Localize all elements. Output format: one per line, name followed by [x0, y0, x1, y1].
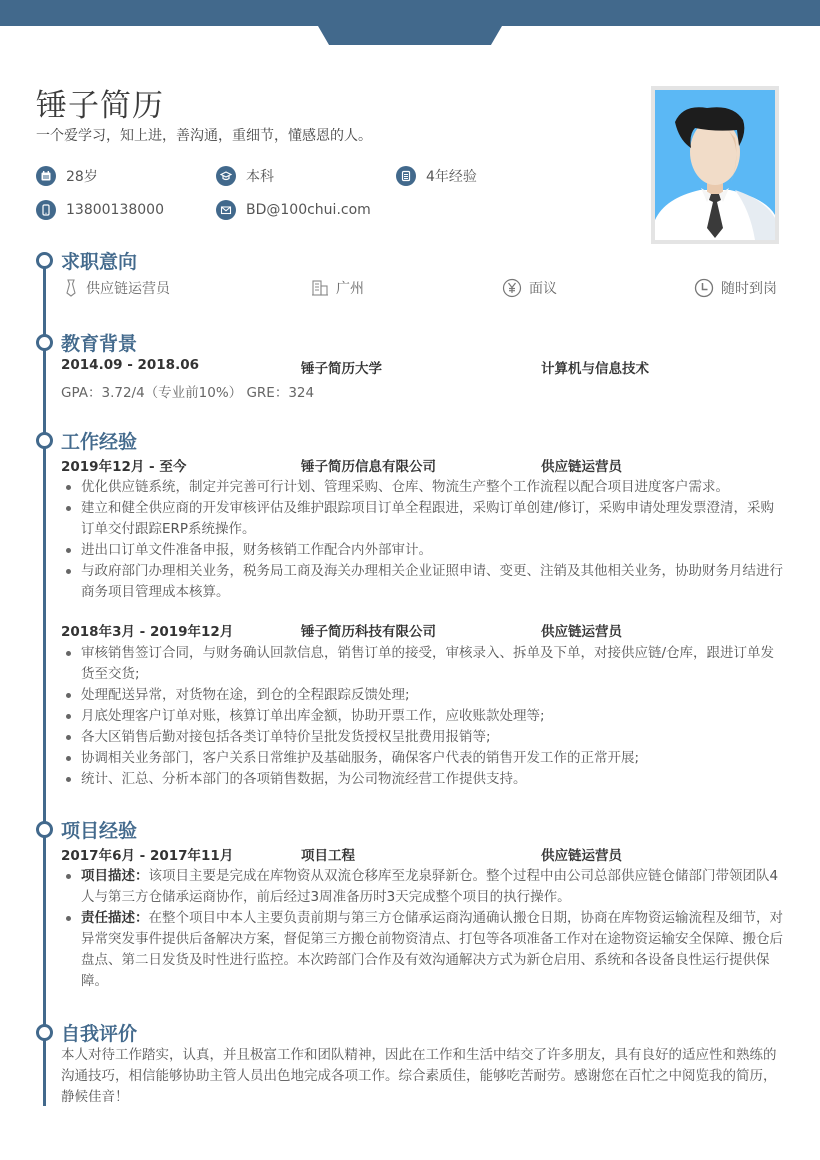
resume-name: 锤子简历 [36, 88, 164, 124]
intent-availability [694, 278, 777, 298]
project-name: 项目工程 [301, 848, 355, 864]
profile-photo [651, 86, 779, 244]
list-item: 各大区销售后勤对接包括各类订单特价呈批发货授权呈批费用报销等; [61, 727, 786, 748]
section-self-eval-header [36, 1019, 137, 1046]
intent-position [63, 278, 170, 298]
job-duties [61, 477, 786, 603]
list-item: 与政府部门办理相关业务，税务局工商及海关办理相关企业证照申请、变更、注销及其他相关业务，协助财务月结进行商务项目管理成本核算。 [61, 561, 786, 603]
education-detail: GPA：3.72/4（专业前10%） GRE：324 [61, 385, 315, 401]
job-duties [61, 643, 786, 790]
yen-icon [502, 278, 522, 298]
header-bar [0, 0, 820, 26]
info-age-value: 28岁 [66, 169, 98, 185]
education-school: 锤子简历大学 [301, 361, 382, 377]
list-item [61, 908, 786, 992]
timeline-node-icon [36, 252, 53, 269]
responsibility-text: 在整个项目中本人主要负责前期与第三方仓储承运商沟通确认搬仓日期，协商在库物资运输流程及细节，对异常突发事件提供后备解决方案，督促第三方搬仓前物资清点、打包等各项准备工作对在途物资运输安全保障、搬仓后盘点、第二日发货及时性进行监控。本次跨部门合作及有效沟通解决方式为新仓启用、系统和各设备良性运行提供保障。 [81, 910, 783, 989]
calendar-icon [36, 166, 56, 186]
list-item: 建立和健全供应商的开发审核评估及维护跟踪项目订单全程跟进，采购订单创建/修订，采购申请处理发票澄清，采购订单交付跟踪ERP系统操作。 [61, 498, 786, 540]
section-title: 自我评价 [61, 1023, 138, 1045]
clipboard-icon [396, 166, 416, 186]
info-experience-value: 4年经验 [426, 169, 477, 185]
intent-position-value: 供应链运营员 [86, 281, 170, 297]
intent-salary-value: 面议 [529, 281, 557, 297]
tie-icon [63, 279, 79, 297]
section-title: 项目经验 [61, 820, 138, 842]
job-period: 2018年3月 - 2019年12月 [61, 624, 234, 640]
list-item: 处理配送异常，对货物在途，到仓的全程跟踪反馈处理; [61, 685, 786, 706]
resume-motto: 一个爱学习，知上进，善沟通，重细节，懂感恩的人。 [36, 128, 372, 144]
section-education-header [36, 329, 137, 356]
project-desc-label: 项目描述： [81, 868, 149, 884]
job-company: 锤子简历信息有限公司 [301, 459, 436, 475]
clock-icon [694, 278, 714, 298]
education-major: 计算机与信息技术 [541, 361, 649, 377]
intent-city-value: 广州 [336, 281, 364, 297]
header-tab-decoration [318, 26, 502, 45]
info-email-value: BD@100chui.com [246, 202, 371, 218]
timeline-line [43, 258, 46, 1106]
job-role: 供应链运营员 [541, 624, 622, 640]
mail-icon [216, 200, 236, 220]
intent-city [311, 278, 364, 298]
info-phone [36, 200, 164, 220]
list-item: 审核销售签订合同，与财务确认回款信息，销售订单的接受，审核录入、拆单及下单，对接供应链/仓库，跟进订单发货至交货; [61, 643, 786, 685]
timeline-node-icon [36, 821, 53, 838]
job-period: 2019年12月 - 至今 [61, 459, 187, 475]
section-title: 求职意向 [61, 251, 138, 273]
list-item: 统计、汇总、分析本部门的各项销售数据，为公司物流经营工作提供支持。 [61, 769, 786, 790]
list-item [61, 866, 786, 908]
job-role: 供应链运营员 [541, 459, 622, 475]
timeline-node-icon [36, 432, 53, 449]
section-title: 工作经验 [61, 431, 138, 453]
project-details [61, 866, 786, 992]
section-project-header [36, 816, 137, 843]
responsibility-label: 责任描述： [81, 910, 149, 926]
section-intent-header [36, 247, 137, 274]
info-email [216, 200, 371, 220]
list-item: 协调相关业务部门，客户关系日常维护及基础服务，确保客户代表的销售开发工作的正常开展; [61, 748, 786, 769]
section-title: 教育背景 [61, 333, 138, 355]
avatar [655, 90, 775, 240]
info-phone-value: 13800138000 [66, 202, 164, 218]
phone-icon [36, 200, 56, 220]
timeline-node-icon [36, 1024, 53, 1041]
self-evaluation-text: 本人对待工作踏实，认真，并且极富工作和团队精神，因此在工作和生活中结交了许多朋友，具有良好的适应性和熟练的沟通技巧，相信能够协助主管人员出色地完成各项工作。综合素质佳，能够吃苦耐劳。感谢您在百忙之中阅览我的简历，静候佳音！ [61, 1047, 777, 1105]
intent-salary [502, 278, 557, 298]
info-degree-value: 本科 [246, 169, 274, 185]
timeline-node-icon [36, 334, 53, 351]
graduation-cap-icon [216, 166, 236, 186]
project-period: 2017年6月 - 2017年11月 [61, 848, 234, 864]
project-role: 供应链运营员 [541, 848, 622, 864]
info-degree [216, 166, 274, 186]
building-icon [311, 279, 329, 297]
intent-availability-value: 随时到岗 [721, 281, 777, 297]
section-work-header [36, 427, 137, 454]
job-company: 锤子简历科技有限公司 [301, 624, 436, 640]
education-period: 2014.09 - 2018.06 [61, 357, 199, 373]
list-item: 月底处理客户订单对账，核算订单出库金额，协助开票工作，应收账款处理等; [61, 706, 786, 727]
list-item: 优化供应链系统，制定并完善可行计划、管理采购、仓库、物流生产整个工作流程以配合项目进度客户需求。 [61, 477, 786, 498]
project-desc-text: 该项目主要是完成在库物资从双流仓移库至龙泉驿新仓。整个过程中由公司总部供应链仓储部门带领团队4人与第三方仓储承运商协作，前后经过3周准备历时3天完成整个项目的执行操作。 [81, 868, 779, 905]
list-item: 进出口订单文件准备申报，财务核销工作配合内外部审计。 [61, 540, 786, 561]
info-age [36, 166, 98, 186]
info-experience [396, 166, 477, 186]
